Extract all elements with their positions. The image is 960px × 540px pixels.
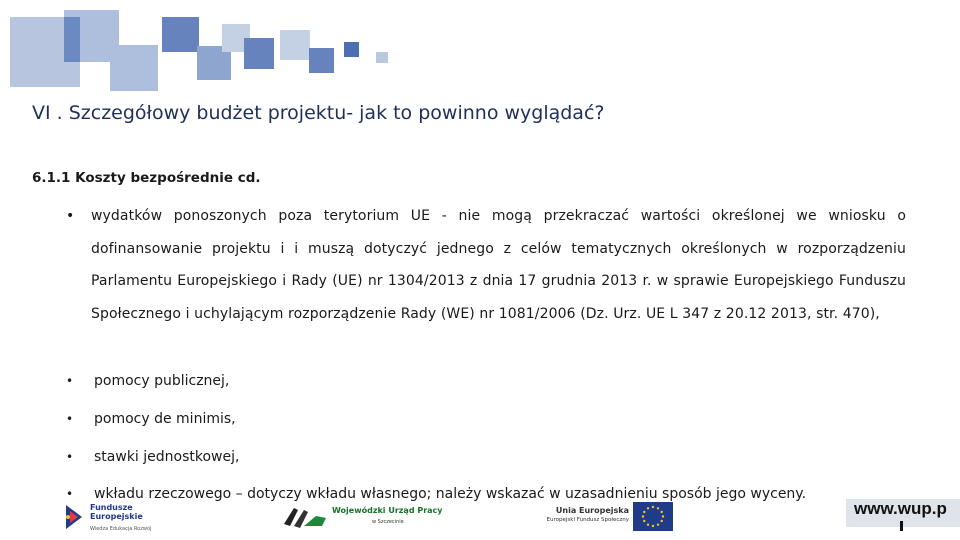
deco-square [376,52,388,63]
bullet-paragraph: wydatków ponoszonych poza terytorium UE - nie mogą przekraczać wartości określonej we wniosku o dofinansowanie projektu i i muszą dotyczyć jednego z celów tematycznych określonych w rozporządzeniu Parlamentu Europejskiego i Rady (UE) nr 1304/2013 z dnia 17 grudnia 2013 r. w sprawie Europejskiego Funduszu Społecznego i uchylającym rozporządzenie Rady (WE) nr 1081/2006 (Dz. Urz. UE L 347 z 20.12 2013, str. 470), [91,208,906,322]
fundusze-europejskie-logo [60,499,170,535]
fe-logo-line2: Europejskie [90,512,143,521]
website-link[interactable]: www.wup.p [846,499,960,527]
bullet-glyph: • [66,487,74,501]
website-link-tail [900,521,903,531]
deco-square [162,17,199,52]
wup-logo-text: Wojewódzki Urząd Pracy [332,506,443,515]
list-item-text: wkładu rzeczowego – dotyczy wkładu własnego; należy wskazać w uzasadnieniu sposób jego wyceny. [94,486,807,502]
wup-emblem-icon [282,504,330,530]
list-item-text: pomocy publicznej, [94,373,230,389]
slide-title: VI . Szczegółowy budżet projektu- jak to powinno wyglądać? [32,102,605,124]
bullet-glyph: • [66,208,75,224]
deco-square [309,48,334,73]
wup-logo-sub: w Szczecinie [372,519,404,525]
deco-square [64,17,80,62]
unia-europejska-logo [535,502,675,532]
fe-star-icon [62,503,86,531]
deco-square [244,38,274,69]
fe-logo-small: Wiedza Edukacja Rozwój [90,526,152,532]
list-item-text: pomocy de minimis, [94,411,236,427]
list-item [66,449,239,465]
wup-logo [282,502,442,532]
section-subtitle: 6.1.1 Koszty bezpośrednie cd. [32,170,261,186]
list-item-text: stawki jednostkowej, [94,449,240,465]
fe-logo-line1: Fundusze [90,503,133,512]
list-item [66,411,236,427]
bullet-glyph: • [66,374,74,388]
bullet-glyph: • [66,450,74,464]
deco-square [280,30,310,60]
ue-logo-text: Unia Europejska [555,506,629,515]
deco-square [110,45,158,91]
list-item [66,486,806,502]
eu-flag-icon [633,502,673,531]
ue-logo-sub: Europejski Fundusz Społeczny [546,517,629,523]
bullet-glyph: • [66,412,74,426]
deco-square [344,42,359,57]
list-item [66,373,229,389]
